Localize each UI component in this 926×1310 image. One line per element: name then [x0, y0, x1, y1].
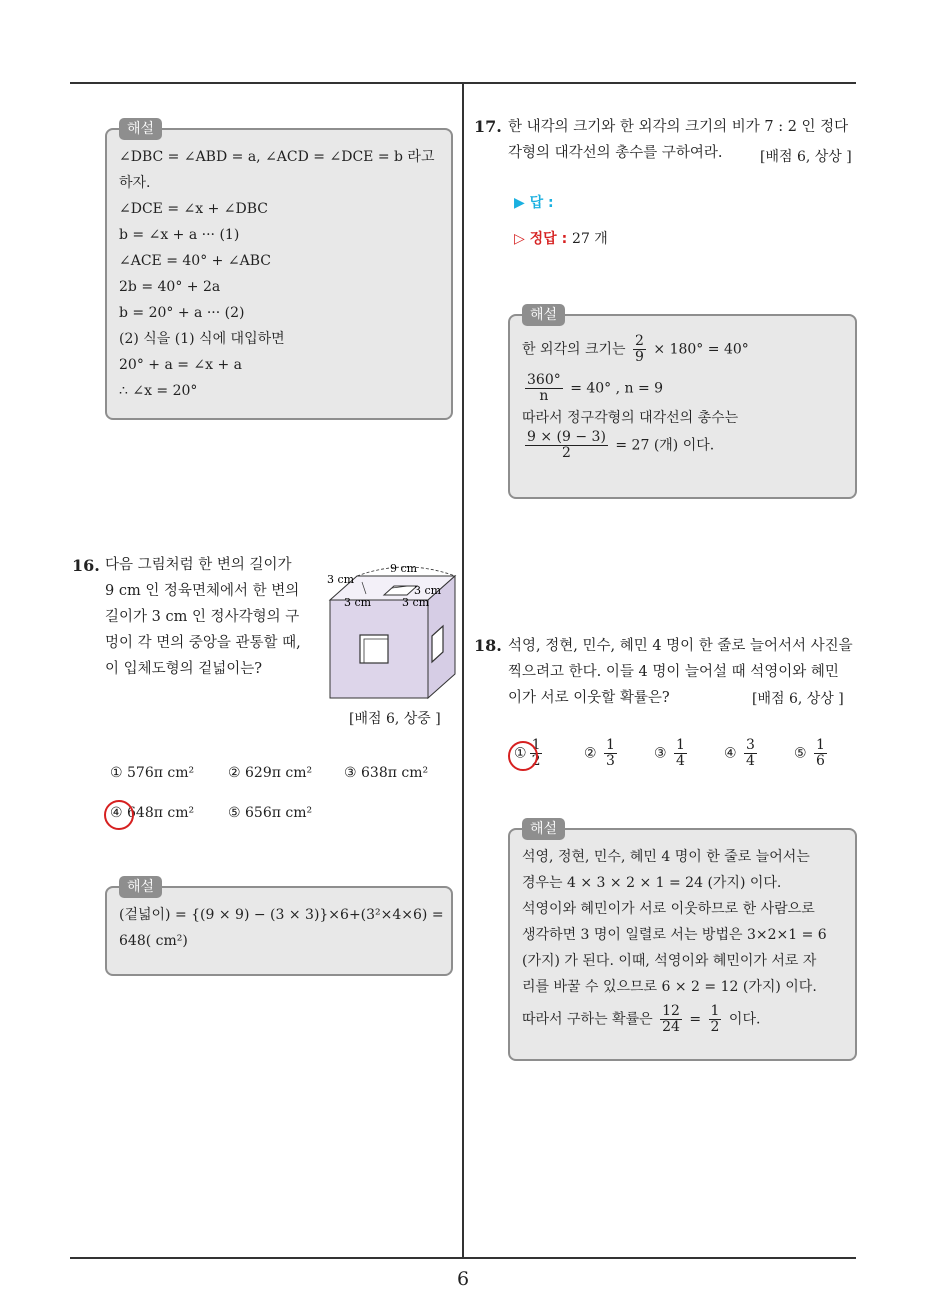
question-line: 이가 서로 이웃할 확률은? [508, 690, 670, 706]
correct-answer [514, 228, 608, 248]
solution-tag: 해설 [119, 876, 162, 898]
label-inner3: 3 cm [402, 596, 430, 609]
solution-line: 생각하면 3 명이 일렬로 서는 방법은 3×2×1 = 6 [522, 927, 827, 943]
solution-line: 경우는 4 × 3 × 2 × 1 = 24 (가지) 이다. [522, 875, 782, 891]
column-divider [462, 82, 464, 1258]
solution-line: 648( cm²) [119, 933, 188, 949]
cube-figure [322, 560, 457, 705]
bottom-rule [70, 1257, 856, 1259]
solution-line: 따라서 구하는 확률은 $\frac{12}{24}$ = $\frac{1}{2}$ 이다. [522, 1003, 761, 1035]
solution-line: 석영, 정현, 민수, 혜민 4 명이 한 줄로 늘어서는 [522, 849, 810, 865]
solution-line: 하자. [119, 175, 151, 191]
choice-16-3[interactable]: ③ 638π cm² [344, 765, 429, 781]
question-line: 석영, 정현, 민수, 혜민 4 명이 한 줄로 늘어서서 사진을 [508, 638, 853, 654]
solution-line: 석영이와 혜민이가 서로 이웃하므로 한 사람으로 [522, 901, 815, 917]
question-18-number: 18. [474, 636, 502, 655]
solution-box-15 [105, 121, 453, 420]
choice-18-4[interactable]: ④ $\frac{3}{4}$ [724, 737, 755, 769]
question-line: 각형의 대각선의 총수를 구하여라. [508, 145, 723, 161]
question-17-meta: [배점 6, 상상 ] [760, 149, 852, 165]
page-number: 6 [456, 1268, 470, 1290]
solution-line: ∴ ∠x = 20° [119, 383, 198, 399]
answer-label: ▶ 답 : [514, 195, 554, 211]
solution-box-17 [508, 307, 857, 499]
solution-line: $\frac{360^\circ}{n}$ = 40° , n = 9 [527, 372, 664, 404]
solution-line: (겉넓이) = {(9 × 9) − (3 × 3)}×6+(3²×4×6) = [119, 907, 444, 923]
question-16-meta: [배점 6, 상중 ] [349, 711, 441, 727]
solution-line: b = ∠x + a ··· (1) [119, 227, 240, 243]
solution-tag: 해설 [119, 118, 162, 140]
solution-line: 따라서 정구각형의 대각선의 총수는 [522, 410, 739, 426]
choice-18-5[interactable]: ⑤ $\frac{1}{6}$ [794, 737, 825, 769]
question-line: 찍으려고 한다. 이들 4 명이 늘어설 때 석영이와 혜민 [508, 664, 839, 680]
choice-16-5[interactable]: ⑤ 656π cm² [228, 805, 313, 821]
solution-line: $\frac{9 \times (9 - 3)}{2}$ = 27 (개) 이다. [527, 429, 715, 461]
question-line: 멍이 각 면의 중앙을 관통할 때, [105, 635, 301, 651]
label-left: 3 cm [327, 573, 355, 586]
choice-18-2[interactable]: ② $\frac{1}{3}$ [584, 737, 615, 769]
correct-label: ▷ 정답 : [514, 231, 568, 247]
question-17-number: 17. [474, 117, 502, 136]
label-inner2: 3 cm [344, 596, 372, 609]
question-line: 9 cm 인 정육면체에서 한 변의 [105, 583, 300, 599]
solution-line: 2b = 40° + 2a [119, 279, 221, 295]
choice-16-1[interactable]: ① 576π cm² [110, 765, 195, 781]
choice-18-3[interactable]: ③ $\frac{1}{4}$ [654, 737, 685, 769]
solution-line: ∠DCE = ∠x + ∠DBC [119, 201, 268, 217]
solution-line: 20° + a = ∠x + a [119, 357, 243, 373]
solution-line: 리를 바꿀 수 있으므로 6 × 2 = 12 (가지) 이다. [522, 979, 817, 995]
choice-18-1[interactable]: ① $\frac{1}{2}$ [514, 737, 541, 769]
solution-box-18 [508, 821, 857, 1061]
solution-line: ∠ACE = 40° + ∠ABC [119, 253, 271, 269]
choice-16-4[interactable]: ④ 648π cm² [110, 805, 195, 821]
correct-value: 27 개 [572, 231, 608, 247]
question-18-meta: [배점 6, 상상 ] [752, 691, 844, 707]
question-16-text [105, 552, 315, 682]
answer-mark-18 [508, 741, 538, 771]
answer-mark-16 [104, 800, 134, 830]
choice-16-2[interactable]: ② 629π cm² [228, 765, 313, 781]
question-line: 다음 그림처럼 한 변의 길이가 [105, 557, 292, 573]
solution-tag: 해설 [522, 304, 565, 326]
label-top: 9 cm [390, 562, 418, 575]
solution-tag: 해설 [522, 818, 565, 840]
question-line: 이 입체도형의 겉넓이는? [105, 661, 263, 677]
question-line: 한 내각의 크기와 한 외각의 크기의 비가 7 : 2 인 정다 [508, 119, 849, 135]
solution-line: b = 20° + a ··· (2) [119, 305, 245, 321]
question-line: 길이가 3 cm 인 정사각형의 구 [105, 609, 300, 625]
label-inner1: 3 cm [414, 584, 442, 597]
solution-line: 한 외각의 크기는 $\frac{2}{9}$ × 180° = 40° [522, 333, 749, 365]
solution-line: (가지) 가 된다. 이때, 석영이와 혜민이가 서로 자 [522, 953, 817, 969]
solution-line: (2) 식을 (1) 식에 대입하면 [119, 331, 285, 347]
solution-line: ∠DBC = ∠ABD = a, ∠ACD = ∠DCE = b 라고 [119, 149, 435, 165]
solution-box-16 [105, 879, 453, 976]
question-16-number: 16. [72, 556, 100, 575]
